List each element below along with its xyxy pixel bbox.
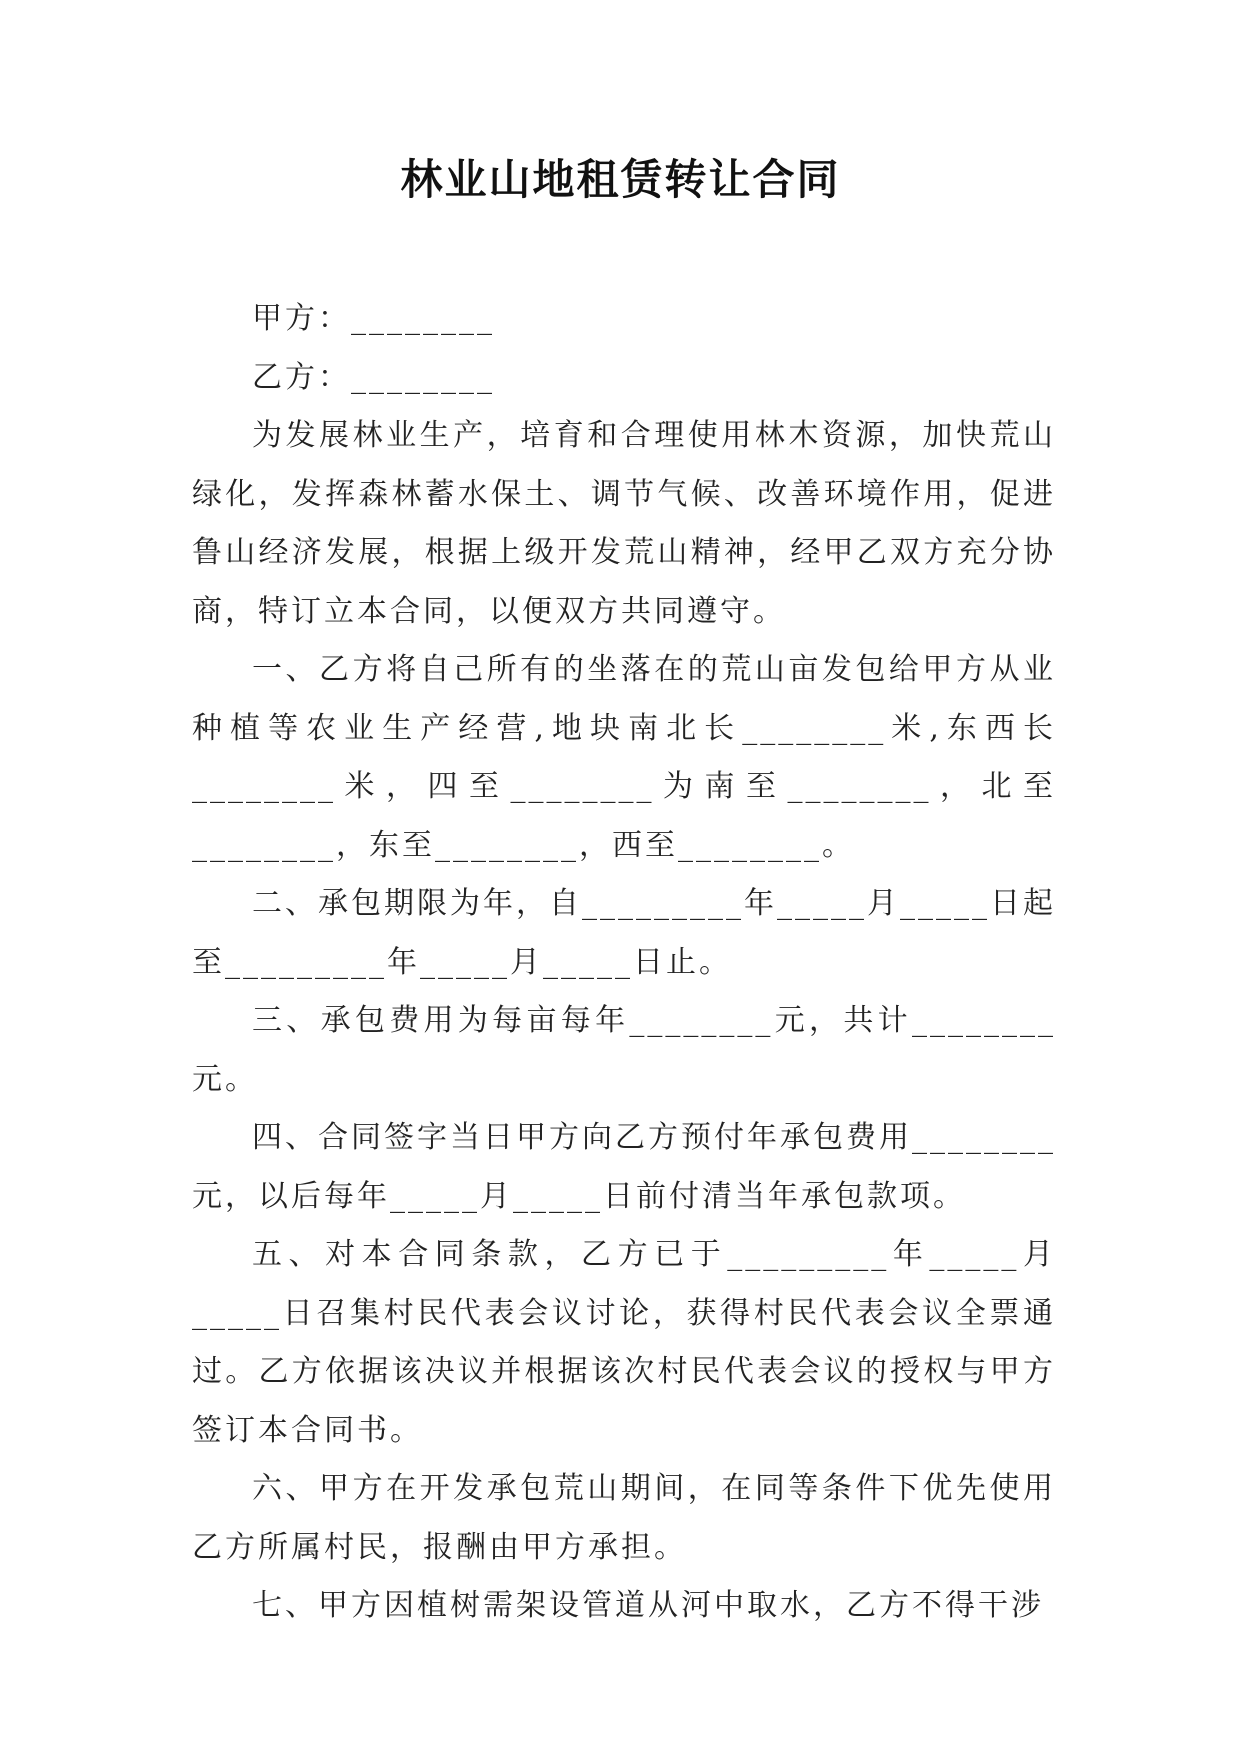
clause-1: 一、乙方将自己所有的坐落在的荒山亩发包给甲方从业种植等农业生产经营,地块南北长________米,东西长________米，四至________为南至________，北至________，东至________，西至________。	[192, 652, 1056, 863]
clause-6: 六、甲方在开发承包荒山期间，在同等条件下优先使用乙方所属村民，报酬由甲方承担。	[192, 1471, 1056, 1565]
clause-2: 二、承包期限为年，自_________年_____月_____日起至_________年_____月_____日止。	[192, 886, 1056, 980]
preamble-paragraph: 为发展林业生产，培育和合理使用林木资源，加快荒山绿化，发挥森林蓄水保土、调节气候、改善环境作用，促进鲁山经济发展，根据上级开发荒山精神，经甲乙双方充分协商，特订立本合同，以便双方共同遵守。	[192, 418, 1056, 629]
document-title: 林业山地租赁转让合同	[400, 155, 841, 204]
clause-5: 五、对本合同条款，乙方已于_________年_____月_____日召集村民代表会议讨论，获得村民代表会议全票通过。乙方依据该决议并根据该次村民代表会议的授权与甲方签订本合同书。	[192, 1237, 1056, 1448]
party-b-line: 乙方：________	[252, 359, 495, 395]
clause-7: 七、甲方因植树需架设管道从河中取水，乙方不得干涉	[252, 1588, 1044, 1623]
document-body	[192, 290, 1056, 1636]
party-a-line: 甲方：________	[252, 301, 495, 336]
clause-4: 四、合同签字当日甲方向乙方预付年承包费用________元，以后每年_____月_____日前付清当年承包款项。	[192, 1120, 1056, 1214]
clause-3: 三、承包费用为每亩每年________元，共计________元。	[192, 1003, 1056, 1097]
